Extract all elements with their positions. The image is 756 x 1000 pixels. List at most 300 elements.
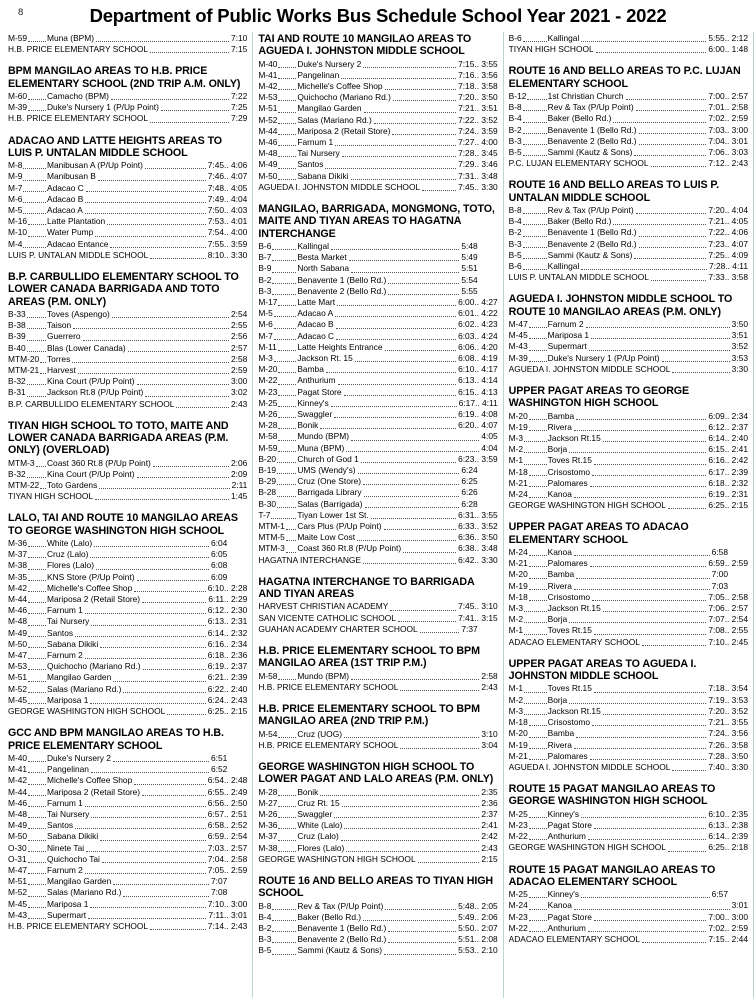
dot-leader: [111, 99, 229, 100]
schedule-row: [258, 555, 497, 566]
dot-leader: [634, 155, 706, 156]
row-stop-name: Sabana Dikiki: [297, 170, 349, 181]
row-stop-name: Salas (Mariano Rd.): [47, 683, 122, 694]
dot-leader: [23, 213, 46, 214]
dot-leader: [123, 692, 205, 693]
schedule-section: [509, 864, 748, 946]
row-time: 6:58: [711, 547, 728, 558]
row-time: 7:54.. 4:00: [207, 227, 248, 238]
row-stop-name: Palomares: [547, 477, 588, 488]
row-stop-name: Duke's Nursery 1 (P/Up Point): [547, 352, 660, 363]
route-code-text: M-44: [258, 125, 278, 136]
route-code-text: M-49: [8, 820, 28, 831]
row-stop-name: Anthurium: [297, 375, 336, 386]
row-stop-name: Benavente 2 (Bello Rd.): [297, 934, 387, 945]
row-stop-name: Kinney's: [547, 808, 580, 819]
row-route-code: [258, 798, 297, 809]
row-stop-name: Sammi (Kautz & Sons): [547, 147, 633, 158]
schedule-row: [509, 762, 748, 773]
row-route-code: [509, 820, 548, 831]
schedule-row: [258, 787, 497, 798]
row-time: 6:09: [211, 571, 228, 582]
dot-leader: [523, 213, 547, 214]
dot-leader: [398, 621, 456, 622]
route-code-text: M-44: [8, 786, 28, 797]
row-route-code: [8, 910, 47, 921]
schedule-row: [8, 854, 247, 865]
row-time: 7:06.. 2:57: [708, 603, 748, 614]
schedule-row: [258, 454, 497, 465]
schedule-row: [509, 569, 748, 580]
row-time: 6:26: [461, 487, 478, 498]
row-stop-name: Toves Rt.15: [547, 625, 592, 636]
dot-leader: [363, 920, 456, 921]
row-time: 7:22: [231, 91, 248, 101]
dot-leader: [27, 384, 46, 385]
row-route-code: [258, 543, 297, 554]
dot-leader: [23, 180, 46, 181]
row-route-code: [8, 661, 47, 672]
row-stop-name: Tai Nursery: [297, 148, 340, 159]
row-route-code: [258, 843, 297, 854]
dot-leader: [529, 897, 547, 898]
route-code-text: M-10: [8, 227, 28, 238]
schedule-column: [3, 32, 252, 998]
route-code-text: MTM-3: [8, 457, 35, 468]
dot-leader: [277, 473, 296, 474]
dot-leader: [385, 89, 456, 90]
row-school-name: GEORGE WASHINGTON HIGH SCHOOL: [508, 842, 666, 853]
route-code-text: B-2: [258, 923, 272, 934]
row-time: 2:15: [481, 853, 498, 864]
dot-leader: [142, 795, 206, 796]
row-stop-name: Tiyan Lower 1st St.: [297, 509, 369, 520]
row-stop-name: Cruz (UOG): [297, 728, 342, 739]
schedule-row: [8, 605, 247, 616]
row-route-code: [258, 81, 297, 92]
row-time: 6:09.. 2:34: [708, 410, 748, 421]
schedule-row: [8, 183, 247, 194]
schedule-row: [8, 227, 247, 238]
row-time: 7:50.. 4:03: [207, 205, 248, 216]
row-route-code: [8, 639, 47, 650]
row-route-code: [509, 558, 548, 569]
schedule-row: [258, 934, 497, 945]
row-school-name: B.P. CARBULLIDO ELEMENTARY SCHOOL: [8, 398, 175, 409]
route-code-text: M-2: [508, 444, 524, 455]
route-code-text: M-5: [258, 308, 273, 319]
dot-leader: [529, 338, 547, 339]
row-route-code: [8, 798, 47, 809]
schedule-row: [258, 387, 497, 398]
row-route-code: [258, 375, 297, 386]
row-time: 7:07: [211, 876, 228, 887]
row-time: 2:43: [231, 398, 248, 409]
dot-leader: [346, 451, 479, 452]
row-time: 7:14.. 2:43: [207, 920, 248, 931]
schedule-section: [258, 33, 497, 193]
dot-leader: [278, 112, 296, 113]
dot-leader: [75, 636, 206, 637]
row-route-code: [509, 330, 548, 341]
row-route-code: [8, 887, 47, 898]
dot-leader: [278, 406, 296, 407]
dot-leader: [28, 918, 46, 919]
schedule-row: [509, 592, 748, 603]
row-stop-name: Adacao B: [297, 319, 334, 330]
schedule-row: [258, 308, 497, 319]
dot-leader: [278, 806, 296, 807]
dot-leader: [278, 67, 296, 68]
schedule-row: [509, 411, 748, 422]
row-time: 6:36.. 3:50: [458, 532, 498, 543]
dot-leader: [524, 622, 547, 623]
row-route-code: [509, 467, 548, 478]
route-code-text: M-19: [508, 421, 528, 432]
row-route-code: [509, 889, 548, 900]
row-route-code: [509, 831, 548, 842]
row-school-name: HAGATNA INTERCHANGE: [258, 554, 362, 565]
schedule-row: [509, 728, 748, 739]
route-code-text: B-2: [258, 274, 272, 285]
row-route-code: [258, 353, 297, 364]
row-time: 6:08: [211, 560, 228, 571]
schedule-row: [258, 409, 497, 420]
schedule-row: [258, 729, 497, 740]
row-time: 7:20.. 3:50: [458, 92, 498, 103]
route-code-text: B-5: [508, 147, 522, 158]
schedule-section: [258, 645, 497, 693]
dot-leader: [576, 737, 706, 738]
row-school-name: H.B. PRICE ELEMENTARY SCHOOL: [258, 681, 399, 692]
dot-leader: [346, 851, 479, 852]
row-time: 3:02: [231, 387, 248, 398]
dot-leader: [349, 260, 460, 261]
route-code-text: M-20: [508, 728, 528, 739]
row-stop-name: Duke's Nursery 2: [47, 752, 111, 763]
dot-leader: [28, 636, 46, 637]
schedule-row: [8, 706, 247, 717]
schedule-row: [509, 455, 748, 466]
row-route-code: [258, 934, 297, 945]
schedule-row: [509, 912, 748, 923]
dot-leader: [137, 580, 210, 581]
row-route-code: [258, 499, 297, 510]
route-code-text: M-40: [8, 752, 28, 763]
dot-leader: [576, 419, 706, 420]
dot-leader: [529, 555, 547, 556]
schedule-row: [258, 103, 497, 114]
row-time: 7:02.. 2:59: [708, 922, 748, 933]
route-code-text: B-39: [8, 331, 26, 342]
dot-leader: [388, 931, 456, 932]
schedule-row: [258, 671, 497, 682]
dot-leader: [272, 283, 296, 284]
dot-leader: [28, 669, 46, 670]
dot-leader: [523, 269, 547, 270]
section-heading: ROUTE 16 AND BELLO AREAS TO LUIS P. UNTALAN MIDDLE SCHOOL: [508, 179, 719, 204]
dot-leader: [344, 828, 479, 829]
dot-leader: [361, 462, 456, 463]
dot-leader: [523, 258, 547, 259]
row-time: 6:01.. 4:22: [458, 308, 498, 319]
row-route-code: [509, 422, 548, 433]
dot-leader: [150, 929, 206, 930]
route-code-text: B-2: [508, 227, 522, 238]
dot-leader: [278, 89, 296, 90]
row-stop-name: Kallingal: [297, 240, 329, 251]
dot-leader: [613, 224, 706, 225]
schedule-row: [8, 787, 247, 798]
schedule-row: [258, 137, 497, 148]
schedule-row: [258, 171, 497, 182]
row-route-code: [258, 364, 297, 375]
schedule-row: [258, 532, 497, 543]
row-time: 3:01: [731, 900, 748, 911]
route-code-text: M-16: [8, 216, 28, 227]
section-heading: H.B. PRICE ELEMENTARY SCHOOL TO BPM MANGILAO AREA (2ND TRIP P.M.): [258, 703, 480, 728]
row-route-code: [258, 159, 297, 170]
schedule-row: [8, 910, 247, 921]
row-route-code: [258, 70, 297, 81]
section-heading: UPPER PAGAT AREAS TO GEORGE WASHINGTON HIGH SCHOOL: [508, 385, 690, 410]
route-code-text: M-25: [258, 397, 278, 408]
dot-leader: [639, 144, 707, 145]
row-time: 5:50.. 2:07: [458, 923, 498, 934]
row-time: 6:14.. 2:39: [708, 831, 748, 842]
dot-leader: [574, 589, 710, 590]
dot-leader: [524, 634, 547, 635]
schedule-row: [509, 227, 748, 238]
row-stop-name: Borja: [547, 694, 568, 705]
dot-leader: [351, 272, 459, 273]
row-route-code: [258, 532, 297, 543]
row-time: 7:27.. 4:00: [458, 137, 498, 148]
route-code-text: M-21: [508, 750, 528, 761]
section-heading: TAI AND ROUTE 10 MANGILAO AREAS TO AGUEDA I. JOHNSTON MIDDLE SCHOOL: [258, 33, 472, 58]
route-code-text: M-21: [508, 558, 528, 569]
schedule-row: [8, 320, 247, 331]
row-time: 7:18.. 3:58: [458, 81, 498, 91]
row-stop-name: Besta Market: [297, 252, 347, 263]
dot-leader: [278, 168, 296, 169]
dot-leader: [85, 213, 206, 214]
dot-leader: [344, 737, 479, 738]
row-time: 7:24.. 3:59: [458, 125, 498, 136]
section-heading: GEORGE WASHINGTON HIGH SCHOOL TO LOWER PAGAT AND LALO AREAS (P.M. ONLY): [258, 761, 494, 786]
schedule-row: [509, 444, 748, 455]
row-stop-name: Bamba: [547, 728, 575, 739]
row-route-code: [509, 547, 548, 558]
dot-leader: [668, 851, 706, 852]
route-code-text: M-23: [508, 911, 528, 922]
schedule-row: [8, 921, 247, 932]
row-stop-name: Cruz (Lalo): [47, 549, 89, 560]
row-school-name: GUAHAN ACADEMY CHARTER SCHOOL: [258, 623, 418, 634]
dot-leader: [523, 155, 547, 156]
dot-leader: [112, 317, 229, 318]
row-stop-name: Manibusan A (P/Up Point): [47, 160, 143, 171]
route-code-text: M-22: [508, 831, 528, 842]
row-school-name: H.B. PRICE ELEMENTARY SCHOOL: [8, 113, 149, 124]
dot-leader: [529, 589, 547, 590]
schedule-row: [258, 854, 497, 865]
dot-leader: [40, 362, 46, 363]
row-stop-name: Duke's Nursery 1 (P/Up Point): [47, 102, 159, 113]
row-route-code: [509, 603, 548, 614]
dot-leader: [142, 602, 206, 603]
route-code-text: B-30: [258, 498, 277, 509]
schedule-row: [8, 865, 247, 876]
route-code-text: B-8: [508, 102, 522, 113]
schedule-row: [258, 364, 497, 375]
row-time: 8:10.. 3:30: [207, 249, 248, 260]
route-code-text: M-52: [8, 887, 28, 898]
schedule-section: [509, 521, 748, 647]
dot-leader: [145, 396, 229, 397]
dot-leader: [278, 451, 296, 452]
dot-leader: [28, 41, 46, 42]
row-route-code: [8, 854, 47, 865]
row-route-code: [8, 194, 47, 205]
dot-leader: [574, 748, 707, 749]
schedule-section: [258, 703, 497, 751]
row-route-code: [8, 227, 47, 238]
route-code-text: M-46: [8, 797, 28, 808]
row-route-code: [258, 487, 297, 498]
dot-leader: [581, 897, 710, 898]
dot-leader: [418, 862, 480, 863]
row-time: 7:03: [711, 580, 728, 591]
row-time: 7:37: [461, 623, 478, 634]
row-time: 6:42.. 3:30: [458, 554, 498, 565]
dot-leader: [581, 41, 706, 42]
row-time: 7:11.. 3:01: [208, 909, 248, 920]
row-stop-name: Sammi (Kautz & Sons): [297, 945, 383, 956]
row-stop-name: Cruz (One Store): [297, 476, 362, 487]
row-route-code: [258, 319, 297, 330]
row-stop-name: Michelle's Coffee Shop: [47, 582, 133, 593]
row-time: 3:04: [481, 739, 498, 750]
route-code-text: M-45: [8, 898, 28, 909]
schedule-row: [258, 682, 497, 693]
row-stop-name: Coast 360 Rt.8 (P/Up Point): [297, 543, 402, 554]
dot-leader: [326, 372, 456, 373]
dot-leader: [529, 430, 547, 431]
section-heading: B.P. CARBULLIDO ELEMENTARY SCHOOL TO LOWER CANADA BARRIGADA AND TOTO AREAS (P.M. ONLY): [8, 271, 239, 308]
route-code-text: MTM-5: [258, 532, 285, 543]
schedule-row: [509, 319, 748, 330]
schedule-row: [509, 889, 748, 900]
row-school-name: GEORGE WASHINGTON HIGH SCHOOL: [258, 853, 416, 864]
schedule-row: [258, 831, 497, 842]
dot-leader: [110, 247, 205, 248]
dot-leader: [341, 840, 480, 841]
dot-leader: [422, 190, 456, 191]
row-route-code: [509, 205, 548, 216]
dot-leader: [569, 452, 706, 453]
row-stop-name: Crisostomo: [547, 591, 591, 602]
row-stop-name: Quichocho (Mariano Rd.): [47, 661, 141, 672]
route-code-text: M-1: [508, 455, 524, 466]
row-time: 6:02.. 4:23: [458, 319, 498, 330]
dot-leader: [529, 725, 547, 726]
schedule-row: [258, 275, 497, 286]
row-stop-name: Salas (Mariano Rd.): [47, 887, 122, 898]
dot-leader: [100, 840, 206, 841]
dot-leader: [642, 645, 706, 646]
row-time: 6:25.. 2:18: [708, 842, 748, 853]
row-stop-name: Michelle's Coffee Shop: [47, 775, 133, 786]
dot-leader: [529, 909, 547, 910]
row-stop-name: Toves Rt.15: [547, 683, 592, 694]
dot-leader: [278, 372, 296, 373]
row-route-code: [258, 387, 297, 398]
route-code-text: B-4: [258, 911, 272, 922]
dot-leader: [529, 578, 547, 579]
row-stop-name: Mundo (BPM): [297, 670, 349, 681]
row-stop-name: Sammi (Kautz & Sons): [547, 249, 633, 260]
dot-leader: [357, 540, 456, 541]
dot-leader: [28, 851, 46, 852]
dot-leader: [278, 395, 296, 396]
schedule-row: [258, 159, 497, 170]
section-heading: TIYAN HIGH SCHOOL TO TOTO, MAITE AND LOWER CANADA BARRIGADA AREAS (P.M. ONLY) (OVERLOAD): [8, 419, 229, 457]
dot-leader: [336, 328, 456, 329]
schedule-row: [8, 44, 247, 55]
row-time: 5:53.. 2:10: [458, 945, 498, 956]
row-time: 7:15.. 3:55: [458, 58, 498, 69]
dot-leader: [636, 213, 707, 214]
dot-leader: [150, 258, 205, 259]
dot-leader: [123, 896, 209, 897]
row-time: 6:10.. 2:28: [207, 582, 248, 593]
row-time: 7:04.. 2:58: [207, 853, 248, 864]
row-route-code: [509, 433, 548, 444]
schedule-row: [258, 601, 497, 612]
route-code-text: M-18: [508, 466, 528, 477]
row-route-code: [258, 241, 297, 252]
schedule-row: [8, 113, 247, 124]
schedule-row: [258, 510, 497, 521]
route-code-text: M-47: [508, 319, 528, 330]
dot-leader: [28, 625, 46, 626]
section-heading: ROUTE 15 PAGAT MANGILAO AREAS TO ADACAO ELEMENTARY SCHOOL: [508, 863, 716, 888]
row-time: 6:12.. 2:30: [207, 605, 248, 616]
row-stop-name: Muna (BPM): [297, 442, 345, 453]
row-time: 7:21.. 3:55: [708, 717, 748, 728]
row-time: 5:49.. 2:06: [458, 911, 498, 922]
dot-leader: [603, 441, 707, 442]
row-route-code: [509, 125, 548, 136]
row-stop-name: Kinney's: [297, 397, 329, 408]
row-route-code: [509, 91, 548, 102]
dot-leader: [278, 145, 296, 146]
row-stop-name: Taison: [47, 320, 72, 331]
schedule-columns: [0, 30, 756, 998]
dot-leader: [385, 909, 456, 910]
row-time: 6:28: [461, 498, 478, 509]
dot-leader: [91, 817, 205, 818]
route-code-text: M-8: [8, 160, 23, 171]
row-route-code: [8, 387, 47, 398]
schedule-row: [8, 843, 247, 854]
row-route-code: [258, 443, 297, 454]
row-stop-name: Kanoa: [547, 489, 572, 500]
row-time: 6:12.. 2:37: [708, 421, 748, 432]
row-time: 6:23.. 3:59: [458, 453, 498, 464]
row-time: 6:05: [211, 549, 228, 560]
